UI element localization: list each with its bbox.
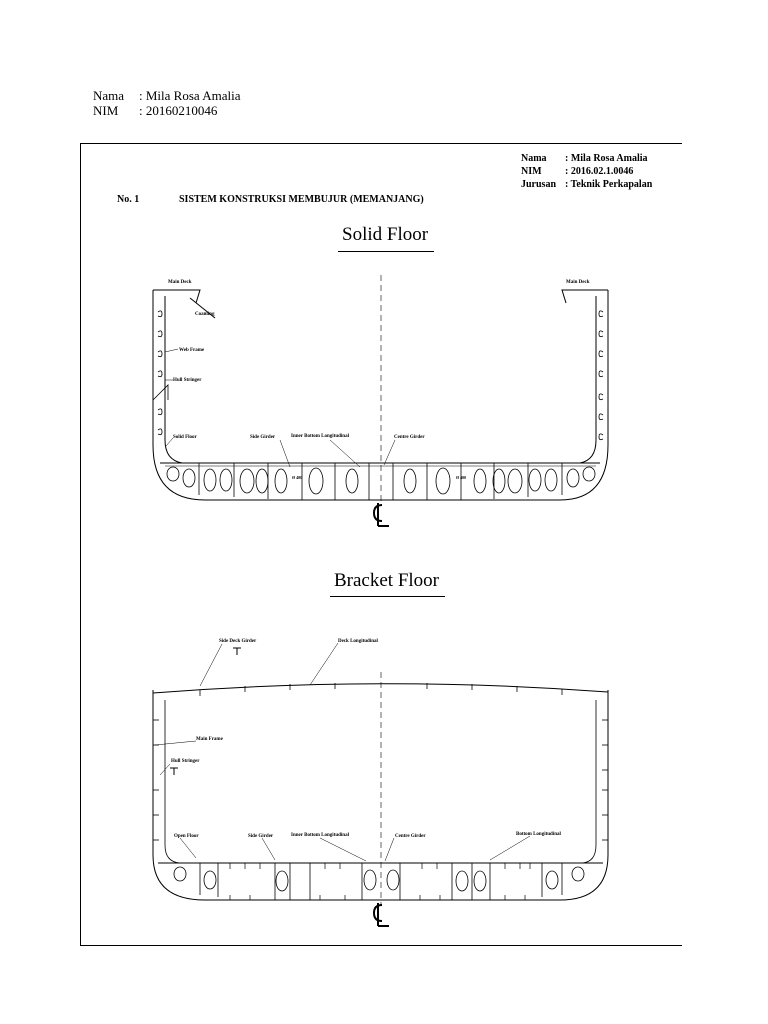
tb-dept-label: Jurusan	[521, 179, 557, 190]
tb-name-value: : Mila Rosa Amalia	[565, 153, 648, 164]
solid-floor-centre-girder-label: Centre Girder	[394, 435, 425, 440]
bracket-floor-hull-stringer-label: Hull Stringer	[171, 759, 200, 764]
solid-floor-manhole-right-label: Ø 400	[456, 475, 467, 480]
bracket-floor-centerline-symbol	[374, 903, 389, 926]
solid-floor-main-deck-right-label: Main Deck	[566, 280, 590, 285]
bracket-floor-main-frame-label: Main Frame	[196, 737, 223, 742]
tb-dept-value: : Teknik Perkapalan	[565, 179, 653, 190]
bracket-floor-side-deck-girder-label: Side Deck Girder	[219, 639, 257, 644]
tb-name-label: Nama	[521, 153, 547, 164]
student-nim-value: : 20160210046	[139, 103, 218, 118]
solid-floor-solid-floor-label: Solid Floor	[173, 435, 197, 440]
solid-floor-main-deck-left	[153, 290, 200, 303]
solid-floor-hull-stringer-label: Hull Stringer	[173, 378, 202, 383]
solid-floor-outer-hull	[153, 290, 608, 500]
bracket-floor-bottom-longitudinal-label: Bottom Longitudinal	[516, 832, 561, 837]
bracket-floor-holes	[174, 867, 584, 891]
solid-floor-drawing	[153, 275, 608, 526]
solid-floor-title: Solid Floor	[342, 224, 428, 246]
bracket-floor-outer-hull	[153, 690, 608, 900]
sheet-title: SISTEM KONSTRUKSI MEMBUJUR (MEMANJANG)	[179, 194, 424, 205]
sheet-number: No. 1	[117, 194, 140, 205]
solid-floor-web-frame-label: Web Frame	[179, 348, 205, 353]
solid-floor-side-girder-label: Side Girder	[250, 435, 276, 440]
solid-floor-main-deck-left-label: Main Deck	[168, 280, 192, 285]
solid-floor-manhole-left-label: Ø 400	[292, 475, 303, 480]
bracket-floor-title: Bracket Floor	[334, 570, 439, 592]
bracket-floor-deck	[153, 684, 608, 693]
solid-floor-coaming-label: Coaming	[195, 312, 215, 317]
bracket-floor-side-girder-label: Side Girder	[248, 834, 274, 839]
solid-floor-centerline-symbol	[374, 503, 389, 526]
student-name-value: : Mila Rosa Amalia	[139, 88, 241, 103]
tb-nim-label: NIM	[521, 166, 542, 177]
student-nim-label: NIM	[93, 103, 119, 118]
solid-floor-floor-stiffeners	[199, 463, 562, 500]
bracket-floor-inner-shell	[165, 700, 596, 863]
solid-floor-inner-bottom-label: Inner Bottom Longitudinal	[291, 434, 349, 439]
bracket-floor-open-floor-label: Open Floor	[174, 834, 199, 839]
bracket-floor-centre-girder-label: Centre Girder	[395, 834, 426, 839]
solid-floor-main-deck-right	[562, 290, 608, 303]
solid-floor-inner-shell	[165, 296, 596, 463]
bracket-floor-inner-bottom-label: Inner Bottom Longitudinal	[291, 833, 349, 838]
tb-nim-value: : 2016.02.1.0046	[565, 166, 634, 177]
student-name-label: Nama	[93, 88, 125, 103]
bracket-floor-deck-longitudinal-label: Deck Longitudinal	[338, 639, 378, 644]
solid-floor-side-longitudinals	[158, 311, 603, 440]
bracket-floor-drawing	[153, 639, 608, 926]
